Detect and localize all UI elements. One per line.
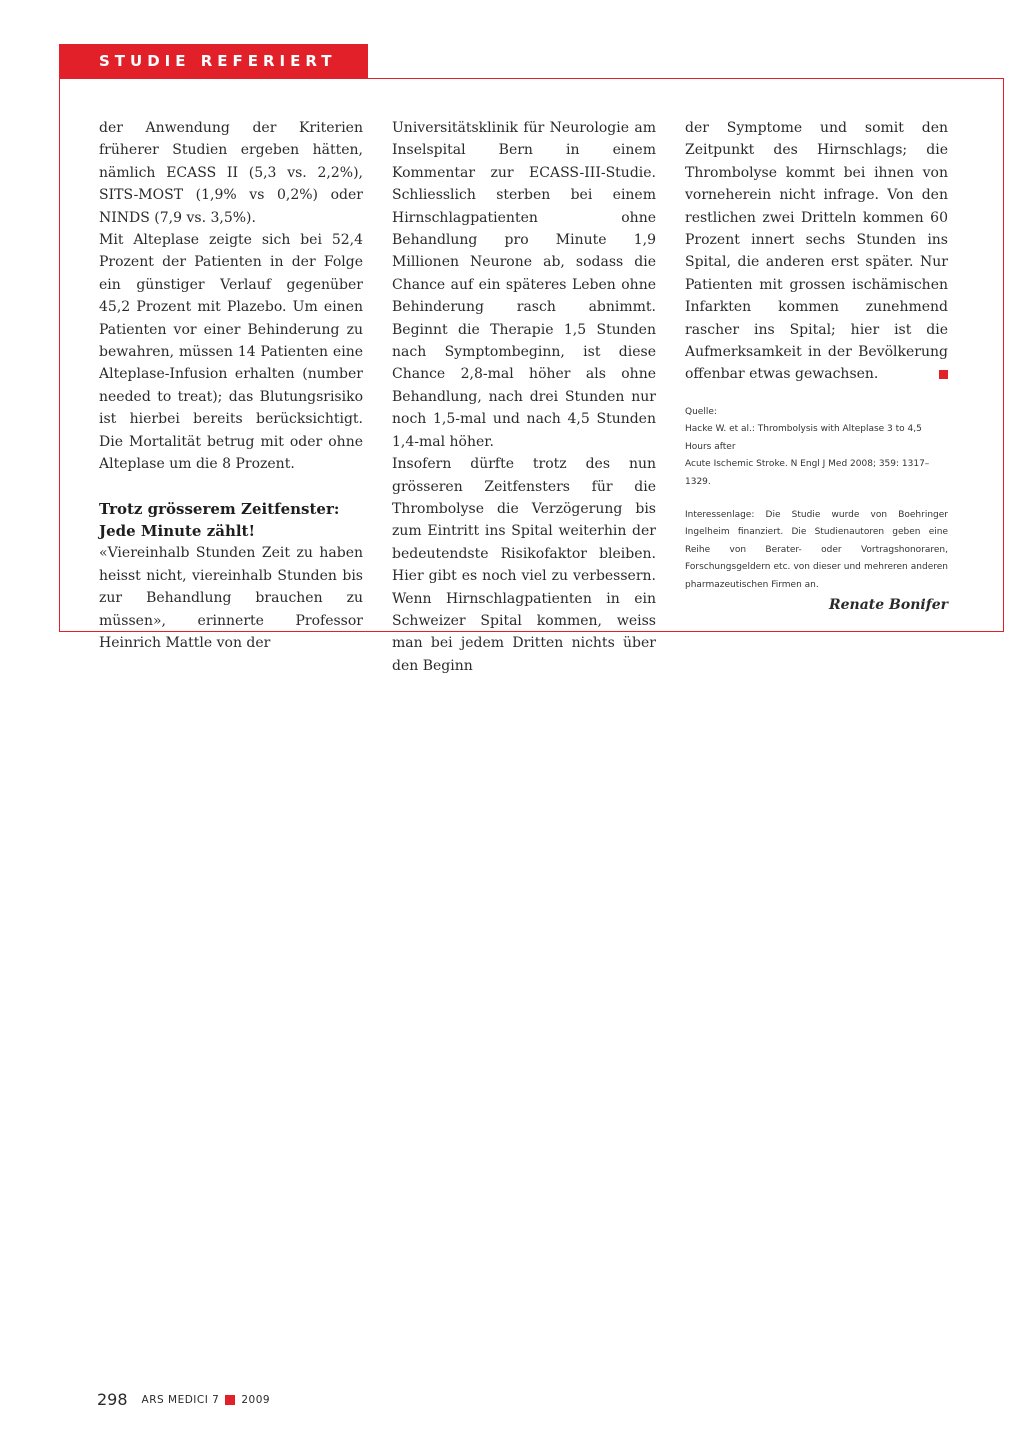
subheading: [99, 498, 363, 543]
interest-note: [685, 507, 948, 594]
text-column-2: [392, 117, 656, 677]
page-number: 298: [97, 1390, 128, 1409]
source-note: [685, 404, 948, 491]
interest-text: Interessenlage: Die Studie wurde von Boehringer Ingelheim finanziert. Die Studienautoren geben eine Reihe von Berater- oder Vortragshonoraren, Forschungsgeldern etc. von dieser und mehreren anderen pharmazeutischen Firmen an.: [685, 509, 948, 590]
paragraph-text: der Symptome und somit den Zeitpunkt des Hirnschlags; die Thrombolyse kommt bei ihnen von vorneherein nicht infrage. Von den restlichen zwei Dritteln kommen 60 Prozent innert sechs Stunden ins Spital, die anderen erst später. Nur Patienten mit grossen ischämischen Infarkten kommen zunehmend rascher ins Spital; hier ist die Aufmerksamkeit in der Bevölkerung offenbar etwas gewachsen.: [685, 120, 948, 383]
section-label: STUDIE REFERIERT: [59, 44, 368, 79]
paragraph: Insofern dürfte trotz des nun grösseren Zeitfensters für die Thrombolyse die Verzögerung bis zum Eintritt ins Spital weiterhin der bedeutendste Risikofaktor bleiben. Hier gibt es noch viel zu verbessern. Wenn Hirnschlagpatienten in ein Schweizer Spital kommen, weiss man bei jedem Dritten nichts über den Beginn: [392, 456, 656, 674]
journal-name: ARS MEDICI 7: [141, 1393, 220, 1406]
separator-square-icon: [225, 1395, 235, 1405]
subheading-line-1: Trotz grösserem Zeitfenster:: [99, 499, 340, 518]
paragraph: Mit Alteplase zeigte sich bei 52,4 Prozent der Patienten in der Folge ein günstiger Verlauf gegenüber 45,2 Prozent mit Plazebo. Um einen Patienten vor einer Behinderung zu bewahren, müssen 14 Patienten eine Alteplase-Infusion erhalten (number needed to treat); das Blutungsrisiko ist hierbei bereits berücksichtigt. Die Mortalität betrug mit oder ohne Alteplase um die 8 Prozent.: [99, 232, 363, 473]
end-square-icon: [939, 370, 948, 379]
text-column-3: [685, 117, 948, 616]
source-label: Quelle:: [685, 406, 717, 417]
paragraph: «Viereinhalb Stunden Zeit zu haben heisst nicht, viereinhalb Stunden bis zur Behandlung brauchen zu müssen», erinnerte Professor Heinrich Mattle von der: [99, 545, 363, 651]
journal-year: 2009: [241, 1393, 271, 1406]
page-footer: [97, 1390, 270, 1409]
paragraph: Universitätsklinik für Neurologie am Inselspital Bern in einem Kommentar zur ECASS-III-Studie. Schliesslich sterben bei einem Hirnschlagpatienten ohne Behandlung pro Minute 1,9 Millionen Neurone ab, sodass die Chance auf ein späteres Leben ohne Behinderung rasch abnimmt. Beginnt die Therapie 1,5 Stunden nach Symptombeginn, ist diese Chance 2,8-mal höher als ohne Behandlung, nach drei Stunden nur noch 1,5-mal und nach 4,5 Stunden 1,4-mal höher.: [392, 120, 656, 450]
subheading-line-2: Jede Minute zählt!: [99, 521, 256, 540]
paragraph: [685, 117, 948, 386]
text-column-1: [99, 117, 363, 654]
source-citation-line-1: Hacke W. et al.: Thrombolysis with Alteplase 3 to 4,5 Hours after: [685, 424, 922, 452]
author-name: Renate Bonifer: [828, 596, 948, 613]
paragraph: der Anwendung der Kriterien früherer Studien ergeben hätten, nämlich ECASS II (5,3 vs. 2,2%), SITS-MOST (1,9% vs 0,2%) oder NINDS (7,9 vs. 3,5%).: [99, 120, 363, 226]
source-citation-line-2: Acute Ischemic Stroke. N Engl J Med 2008; 359: 1317–1329.: [685, 459, 930, 487]
